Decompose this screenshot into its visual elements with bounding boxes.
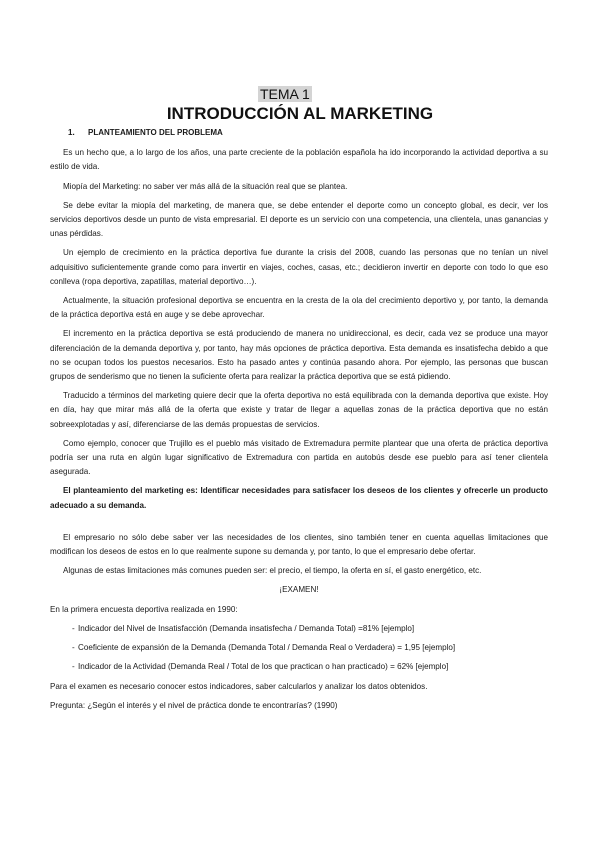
paragraph: Algunas de estas limitaciones más comunes pueden ser: el precio, el tiempo, la oferta en sí, el gasto energético, etc. — [63, 566, 482, 576]
paragraph: Traducido a términos del marketing quiere decir que la oferta deportiva no está equilibrada con la demanda deportiva que existe. Hoy en día, hay que mirar más allá de la oferta que existe y tratar de llegar a aquellas zonas de la práctica deportiva que no están sobreexplotadas y así, diferenciarse de las demás propuestas de servicios. — [50, 391, 548, 429]
dash-bullet: - — [72, 643, 75, 653]
exam-note: Para el examen es necesario conocer estos indicadores, saber calcularlos y analizar los datos obtenidos. — [50, 681, 428, 691]
paragraph: El empresario no sólo debe saber ver las necesidades de los clientes, sino también tener en cuenta aquellas limitaciones que modifican los deseos de estos en lo que realmente supone su demanda y, por tanto, lo que el empresario debe ofertar. — [50, 532, 548, 557]
indicator-text: Coeficiente de expansión de la Demanda (Demanda Total / Demanda Real o Verdadera) = 1,95 [ejemplo] — [78, 643, 456, 653]
paragraph: Miopía del Marketing: no saber ver más allá de la situación real que se plantea. — [63, 181, 348, 191]
paragraph: Un ejemplo de crecimiento en la práctica deportiva fue durante la crisis del 2008, cuando las personas que no tenían un nivel adquisitivo suficientemente grande como para invertir en viajes, coches, casas, etc.; decidieron invertir en deporte con todo lo que eso conlleva (ropa deportiva, zapatillas, material deportivo…). — [50, 248, 548, 286]
exam-label: ¡EXAMEN! — [279, 585, 319, 595]
indicator-text: Indicador de la Actividad (Demanda Real / Total de los que practican o han practicado) = 62% [ejemplo] — [78, 662, 449, 672]
section-number: 1. — [68, 128, 75, 137]
paragraph: Es un hecho que, a lo largo de los años, una parte creciente de la población española ha ido incorporando la actividad deportiva a su estilo de vida. — [50, 148, 548, 172]
paragraph: Actualmente, la situación profesional deportiva se encuentra en la cresta de la ola del crecimiento deportivo y, por tanto, la demanda de la práctica deportiva está en auge y se debe aprovechar. — [50, 296, 548, 320]
dash-bullet: - — [72, 662, 75, 672]
list-item — [50, 641, 548, 655]
exam-question: Pregunta: ¿Según el interés y el nivel de práctica donde te encontrarías? (1990) — [50, 700, 338, 710]
key-definition: El planteamiento del marketing es: Identificar necesidades para satisfacer los deseos de los clientes y ofrecerle un producto adecuado a su demanda. — [50, 486, 548, 510]
chapter-label: TEMA 1 — [260, 86, 310, 102]
indicator-text: Indicador del Nivel de Insatisfacción (Demanda insatisfecha / Demanda Total) =81% [ejemplo] — [78, 623, 415, 633]
document-body — [50, 126, 548, 718]
list-item — [50, 622, 548, 636]
indicator-list — [50, 622, 548, 675]
paragraph: Como ejemplo, conocer que Trujillo es el pueblo más visitado de Extremadura permite plantear que una oferta de práctica deportiva podría ser una ruta en algún lugar significativo de Extremadura con partida en autobús desde ese pueblo para así tener clientela asegurada. — [50, 438, 548, 477]
section-heading — [68, 126, 548, 140]
paragraph: El incremento en la práctica deportiva se está produciendo de manera no unidireccional, es decir, cada vez se produce una mayor diferenciación de la demanda deportiva y, por tanto, hay más opciones de práctica deportiva. Esta demanda es insatisfecha debido a que no se ocupan todos los puestos necesarios. Esto ha pasado antes y continúa pasando ahora. Por ejemplo, las personas que buscan grupos de senderismo que no tienen la suficiente oferta para realizar la práctica deportiva que se está pidiendo. — [50, 329, 548, 382]
paragraph: Se debe evitar la miopía del marketing, de manera que, se debe entender el deporte como un concepto global, es decir, ver los servicios deportivos desde un punto de vista empresarial. El deporte es un servicio con una competencia, una clientela, unas ganancias y unas pérdidas. — [50, 200, 548, 239]
spacer — [50, 518, 548, 531]
exam-intro: En la primera encuesta deportiva realizada en 1990: — [50, 604, 238, 614]
document-title: INTRODUCCIÓN AL MARKETING — [166, 104, 434, 123]
dash-bullet: - — [72, 623, 75, 633]
list-item — [50, 660, 548, 674]
section-title: PLANTEAMIENTO DEL PROBLEMA — [88, 128, 223, 137]
